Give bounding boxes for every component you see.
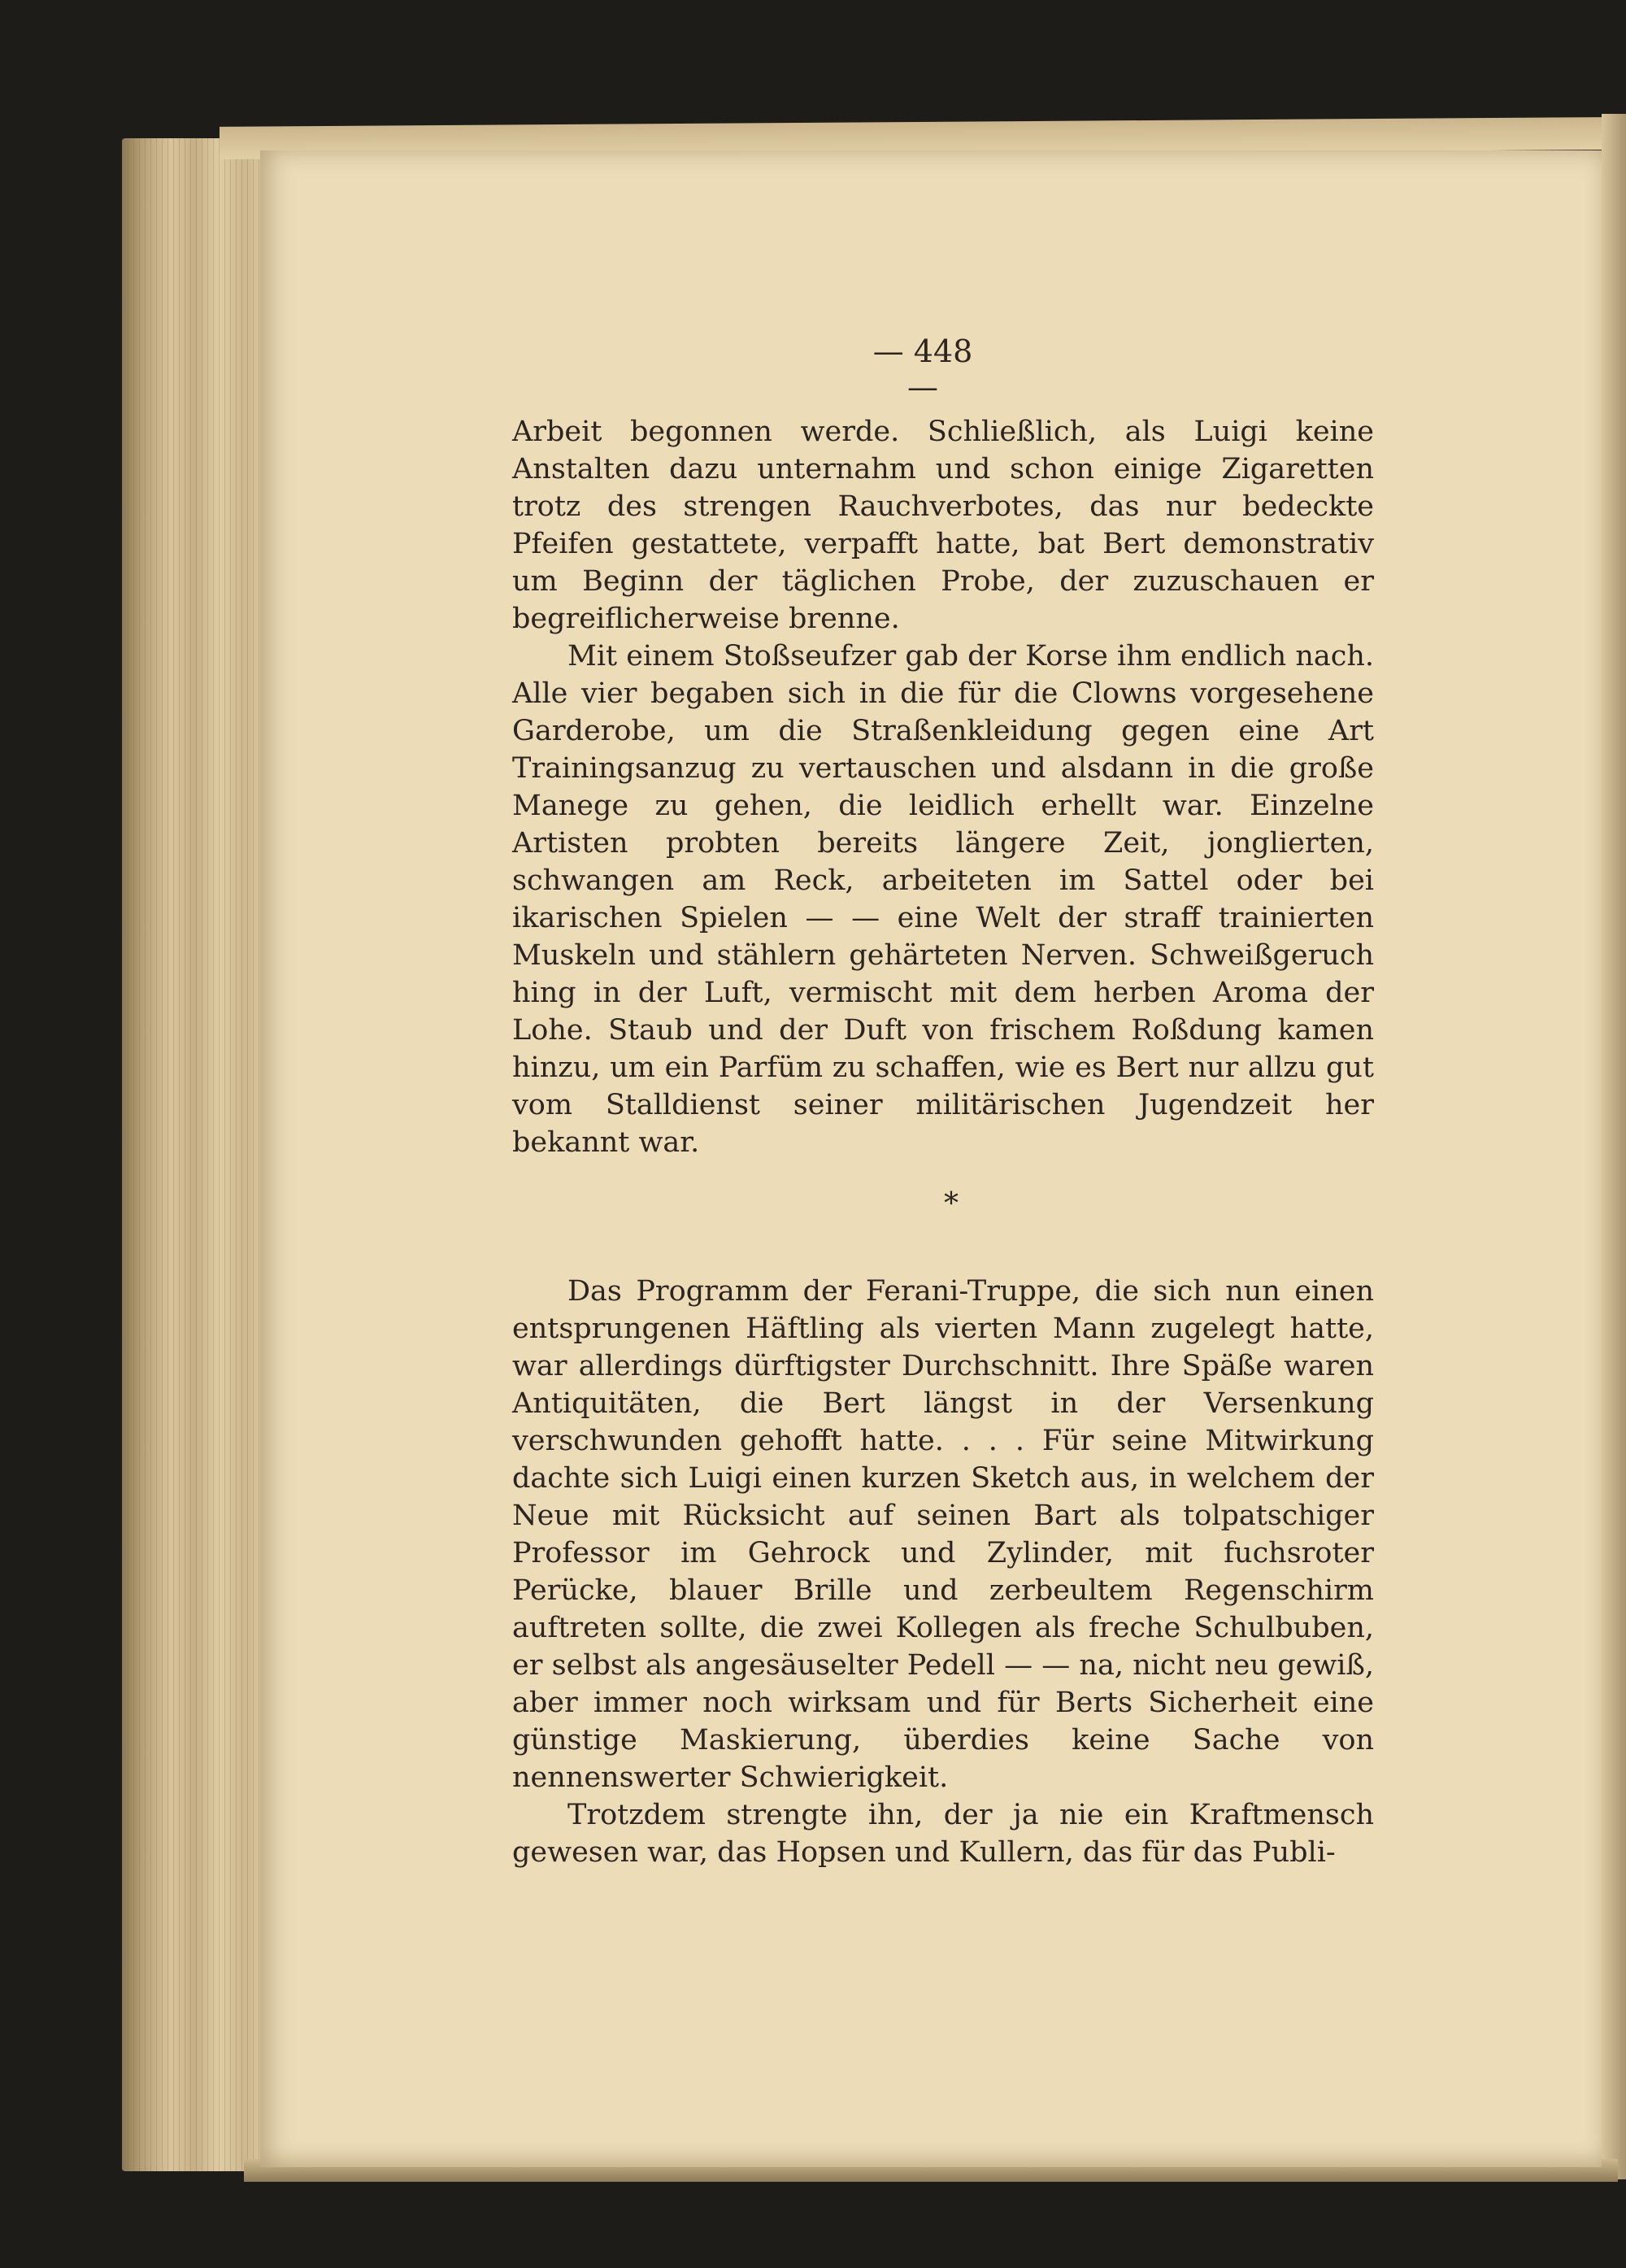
page-number: — 448 — <box>872 333 973 405</box>
paragraph: Mit einem Stoßseufzer gab der Korse ihm endlich nach. Alle vier begaben sich in die für die Clowns vorgesehene Garderobe, um die Straßenkleidung gegen eine Art Trainingsanzug zu vertauschen und alsdann in die große Manege zu gehen, die leidlich erhellt war. Einzelne Artisten probten bereits längere Zeit, jonglierten, schwangen am Reck, arbeiteten im Sattel oder bei ikarischen Spielen — — eine Welt der straff trainierten Muskeln und stählern gehärteten Nerven. Schweißgeruch hing in der Luft, vermischt mit dem herben Aroma der Lohe. Staub und der Duft von frischem Roßdung kamen hinzu, um ein Parfüm zu schaffen, wie es Bert nur allzu gut vom Stalldienst seiner militärischen Jugendzeit her bekannt war. <box>512 640 1374 1159</box>
section-break-asterisk: * <box>944 1187 959 1221</box>
paragraph: Trotzdem strengte ihn, der ja nie ein Kraftmensch gewesen war, das Hopsen und Kullern, das für das Publi- <box>512 1799 1374 1869</box>
paragraph: Arbeit begonnen werde. Schließlich, als Luigi keine Anstalten dazu unternahm und schon einige Zigaretten trotz des strengen Rauchverbotes, das nur bedeckte Pfeifen gestattete, verpafft hatte, bat Bert demonstrativ um Beginn der täglichen Probe, der zuzuschauen er begreiflicherweise brenne. <box>512 416 1374 635</box>
text-block-top <box>512 413 1374 1161</box>
book-right-edge <box>1602 114 1626 2179</box>
paragraph: Das Programm der Ferani-Truppe, die sich nun einen entsprungenen Häftling als vierten Mann zugelegt hatte, war allerdings dürftigster Durchschnitt. Ihre Späße waren Antiquitäten, die Bert längst in der Versenkung verschwunden gehofft hatte. . . . Für seine Mitwirkung dachte sich Luigi einen kurzen Sketch aus, in welchem der Neue mit Rücksicht auf seinen Bart als tolpatschiger Professor im Gehrock und Zylinder, mit fuchsroter Perücke, blauer Brille und zerbeultem Regenschirm auftreten sollte, die zwei Kollegen als freche Schulbuben, er selbst als angesäuselter Pedell — — na, nicht neu gewiß, aber immer noch wirksam und für Berts Sicherheit eine günstige Maskierung, überdies keine Sache von nennenswerter Schwierigkeit. <box>512 1275 1374 1794</box>
text-block-bottom <box>512 1273 1374 1871</box>
